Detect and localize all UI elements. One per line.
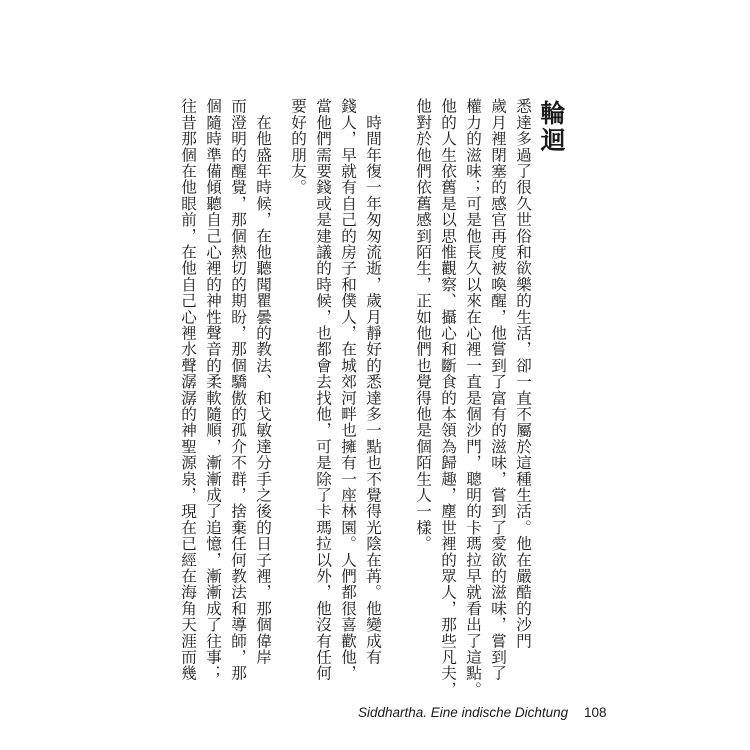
text-line: 要好的朋友。 bbox=[289, 98, 307, 196]
text-line: 而澄明的醒覺，那個熱切的期盼，那個驕傲的孤介不群，捨棄任何教法和導師，那 bbox=[229, 98, 247, 682]
text-line: 在他盛年時候，在他聽聞瞿曇的教法、和戈敏達分手之後的日子裡，那個偉岸 bbox=[254, 98, 272, 665]
text-line: 他的人生依舊是以思惟觀察、攝心和斷食的本領為歸趣，塵世裡的眾人，那些凡夫， bbox=[439, 98, 457, 698]
text-line: 悉達多過了很久世俗和欲樂的生活，卻一直不屬於這種生活。他在嚴酷的沙門 bbox=[514, 98, 532, 649]
text-line: 權力的滋味；可是他長久以來在心裡一直是個沙門，聰明的卡瑪拉早就看出了這點。 bbox=[464, 98, 482, 698]
text-line: 往昔那個在他眼前，在他自己心裡水聲潺潺的神聖源泉，現在已經在海角天涯而幾 bbox=[179, 98, 197, 682]
text-line: 時間年復一年匆匆流逝，歲月靜好的悉達多一點也不覺得光陰在苒。他變成有 bbox=[364, 98, 382, 665]
running-footer-title: Siddhartha. Eine indische Dichtung bbox=[358, 705, 569, 720]
text-line: 他對於他們依舊感到陌生，正如他們也覺得他是個陌生人一樣。 bbox=[414, 98, 432, 552]
chapter-title: 輪迴 bbox=[537, 100, 566, 154]
text-line: 當他們需要錢或是建議的時候，也都會去找他，可是除了卡瑪拉以外，他沒有任何 bbox=[314, 98, 332, 682]
text-line: 錢人，早就有自己的房子和僕人，在城郊河畔也擁有一座林園。人們都很喜歡他， bbox=[339, 98, 357, 682]
text-line: 歲月裡閉塞的感官再度被喚醒，他嘗到了富有的滋味，嘗到了愛欲的滋味，嘗到了 bbox=[489, 98, 507, 682]
text-line: 個隨時準備傾聽自己心裡的神性聲音的柔軟隨順，漸漸成了追憶，漸漸成了往事； bbox=[204, 98, 222, 682]
page-number: 108 bbox=[584, 705, 607, 720]
